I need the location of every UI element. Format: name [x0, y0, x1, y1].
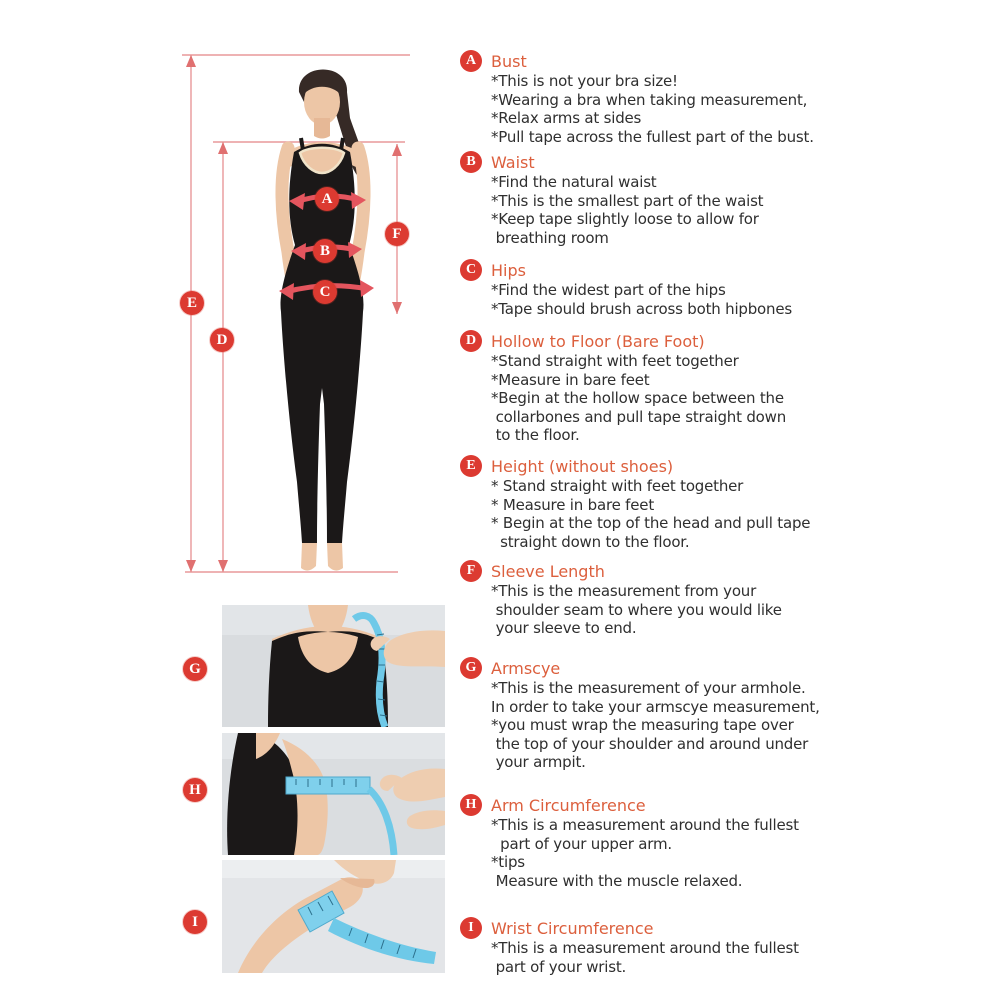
section-line: breathing room: [491, 228, 609, 247]
section-line: your sleeve to end.: [491, 619, 637, 637]
section-badge-d: D: [460, 330, 482, 352]
section-line: *Begin at the hollow space between the: [491, 389, 784, 407]
section-line: part of your wrist.: [491, 957, 627, 976]
section-badge-i: I: [460, 917, 482, 939]
section-badge-g: G: [460, 657, 482, 679]
section-line: part of your upper arm.: [491, 834, 672, 853]
section-line: *This is a measurement around the fullest: [491, 816, 799, 834]
section-content: [491, 259, 861, 318]
section-content: [491, 50, 861, 146]
figure-badge-hollow-to-floor: D: [210, 328, 234, 352]
section-line: *Relax arms at sides: [491, 109, 642, 127]
measure-section-waist: [460, 151, 861, 247]
figure-badge-bust: A: [315, 187, 339, 211]
section-line: collarbones and pull tape straight down: [491, 407, 786, 426]
section-line: your armpit.: [491, 753, 586, 771]
section-title: Bust: [491, 52, 527, 71]
section-badge-c: C: [460, 259, 482, 281]
section-badge-e: E: [460, 455, 482, 477]
section-line: *Find the widest part of the hips: [491, 281, 726, 299]
photo-badge-armscye: G: [183, 657, 207, 681]
section-badge-b: B: [460, 151, 482, 173]
measure-section-sleeve-length: [460, 560, 861, 638]
section-content: [491, 917, 861, 976]
section-line: * Measure in bare feet: [491, 495, 654, 514]
section-line: *Stand straight with feet together: [491, 352, 739, 370]
section-line: In order to take your armscye measurement,: [491, 697, 820, 716]
section-badge-f: F: [460, 560, 482, 582]
section-line: to the floor.: [491, 426, 580, 444]
section-line: *This is a measurement around the fullest: [491, 939, 799, 957]
section-line: *Tape should brush across both hipbones: [491, 299, 792, 318]
section-content: [491, 330, 861, 445]
section-title: Wrist Circumference: [491, 919, 654, 938]
section-line: Measure with the muscle relaxed.: [491, 871, 743, 890]
section-badge-a: A: [460, 50, 482, 72]
photo-badge-wrist-circumference: I: [183, 910, 207, 934]
section-line: the top of your shoulder and around under: [491, 734, 809, 753]
section-title: Arm Circumference: [491, 796, 646, 815]
figure-badge-waist: B: [313, 239, 337, 263]
measure-section-wrist-circumference: [460, 917, 861, 976]
section-line: *Keep tape slightly loose to allow for: [491, 210, 759, 228]
measure-section-hollow-to-floor-bare-foot: [460, 330, 861, 445]
measure-section-height-without-shoes: [460, 455, 861, 551]
section-line: *This is not your bra size!: [491, 72, 678, 90]
section-line: *This is the measurement of your armhole.: [491, 679, 806, 697]
section-line: shoulder seam to where you would like: [491, 600, 782, 619]
section-line: *Wearing a bra when taking measurement,: [491, 90, 808, 109]
section-line: * Begin at the top of the head and pull tape: [491, 514, 811, 532]
section-line: * Stand straight with feet together: [491, 477, 744, 495]
section-content: [491, 794, 861, 890]
section-line: *Pull tape across the fullest part of the bust.: [491, 127, 814, 146]
section-title: Hips: [491, 261, 526, 280]
measure-section-arm-circumference: [460, 794, 861, 890]
section-title: Height (without shoes): [491, 457, 674, 476]
figure-badge-height: E: [180, 291, 204, 315]
section-title: Waist: [491, 153, 535, 172]
section-line: *This is the measurement from your: [491, 582, 757, 600]
section-line: straight down to the floor.: [491, 532, 690, 551]
section-line: *you must wrap the measuring tape over: [491, 716, 794, 734]
section-line: *tips: [491, 853, 525, 871]
figure-badge-hips: C: [313, 280, 337, 304]
section-badge-h: H: [460, 794, 482, 816]
section-line: *This is the smallest part of the waist: [491, 191, 764, 210]
section-line: *Measure in bare feet: [491, 370, 650, 389]
measure-section-hips: [460, 259, 861, 318]
section-line: *Find the natural waist: [491, 173, 657, 191]
section-content: [491, 151, 861, 247]
measure-section-armscye: [460, 657, 861, 772]
figure-badge-sleeve-length: F: [385, 222, 409, 246]
section-content: [491, 560, 861, 638]
section-content: [491, 455, 861, 551]
section-title: Armscye: [491, 659, 561, 678]
section-title: Hollow to Floor (Bare Foot): [491, 332, 705, 351]
photo-badge-arm-circumference: H: [183, 778, 207, 802]
section-content: [491, 657, 861, 772]
measure-section-bust: [460, 50, 861, 146]
section-title: Sleeve Length: [491, 562, 605, 581]
